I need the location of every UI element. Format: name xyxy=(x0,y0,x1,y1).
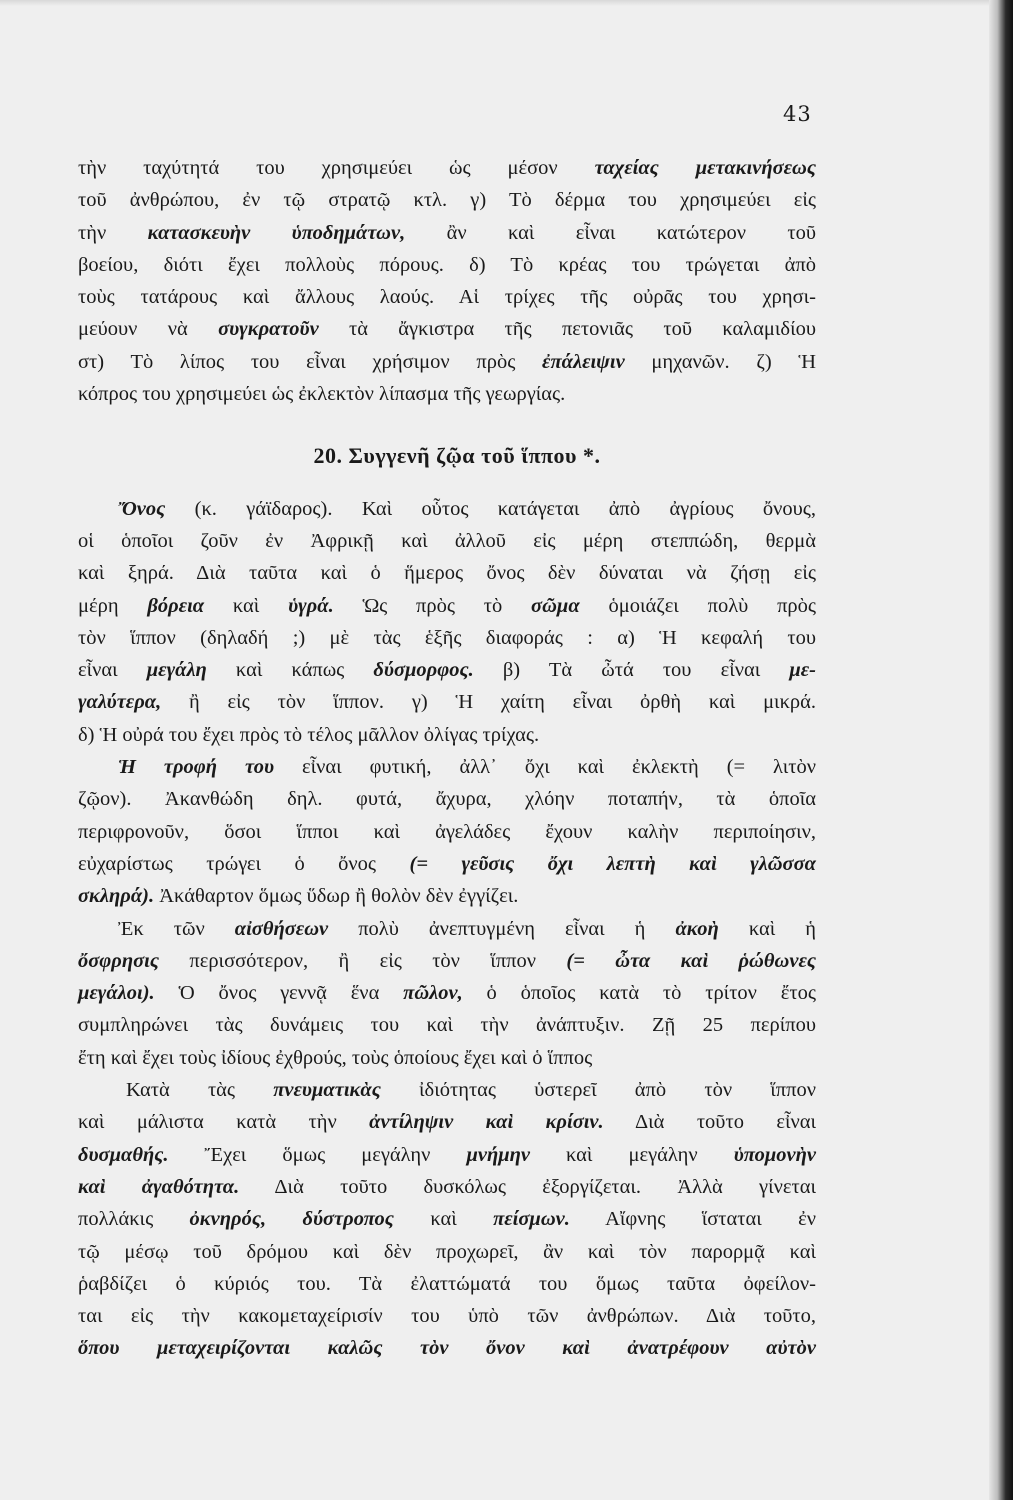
text-segment: ἂν καὶ εἶναι κατώτερον τοῦ xyxy=(405,221,816,244)
emphasized-term: πνευματικὰς xyxy=(273,1079,381,1102)
text-line xyxy=(78,1236,816,1268)
text-line xyxy=(78,1042,816,1074)
text-segment: δ) Ἡ οὐρά του ἔχει πρὸς τὸ τέλος μᾶλλον ὀλίγας τρίχας. xyxy=(78,723,540,746)
text-segment: οἱ ὁποῖοι ζοῦν ἐν Ἀφρικῇ καὶ ἀλλοῦ εἰς μέρη στεππώδη, θερμὰ xyxy=(78,529,816,552)
text-segment: τὰ ἄγκιστρα τῆς πετονιᾶς τοῦ καλαμιδίου xyxy=(318,318,816,341)
emphasized-term: ἀντίληψιν καὶ κρίσιν. xyxy=(369,1111,604,1134)
text-segment: καὶ ἡ xyxy=(718,917,816,940)
text-segment: περιφρονοῦν, ὅσοι ἵπποι καὶ ἀγελάδες ἔχουν καλὴν περιποίησιν, xyxy=(78,820,816,843)
emphasized-term: σῶμα xyxy=(531,594,580,617)
text-segment: Διὰ τοῦτο εἶναι xyxy=(603,1111,817,1134)
text-segment: Κατὰ τὰς xyxy=(126,1079,274,1102)
text-segment: ἢ εἰς τὸν ἵππον. γ) Ἡ χαίτη εἶναι ὀρθὴ καὶ μικρά. xyxy=(161,691,816,714)
emphasized-term: (= γεῦσις ὄχι λεπτὴ καὶ γλῶσσα xyxy=(409,852,816,875)
emphasized-term: μεγάλη xyxy=(146,659,207,682)
paragraph-horse-uses xyxy=(78,152,816,410)
text-line xyxy=(78,1300,816,1332)
page-top-edge xyxy=(0,0,989,6)
text-line xyxy=(78,1139,816,1171)
section-heading: 20. Συγγενῆ ζῷα τοῦ ἵππου *. xyxy=(313,443,601,469)
text-segment: (κ. γάϊδαρος). Καὶ οὗτος κατάγεται ἀπὸ ἀγρίους ὄνους, xyxy=(165,497,816,520)
text-segment: περισσότερον, ἢ εἰς τὸν ἵππον xyxy=(159,949,567,972)
text-segment: ἰδιότητας ὑστερεῖ ἀπὸ τὸν ἵππον xyxy=(380,1079,817,1102)
text-line xyxy=(78,622,816,654)
text-segment: ὁμοιάζει πολὺ πρὸς xyxy=(579,594,817,617)
text-segment: καὶ xyxy=(393,1208,494,1231)
emphasized-term: δυσμαθής. xyxy=(78,1143,169,1166)
text-segment: ὁ ὁποῖος κατὰ τὸ τρίτον ἔτος xyxy=(462,982,816,1005)
emphasized-term: μνήμην xyxy=(466,1143,530,1166)
text-line xyxy=(78,816,816,848)
text-line xyxy=(78,880,816,912)
emphasized-term: ὑγρά. xyxy=(288,594,334,617)
text-line xyxy=(78,719,816,751)
text-segment: τὸν ἵππον (δηλαδή ;) μὲ τὰς ἑξῆς διαφοράς : α) Ἡ κεφαλή του xyxy=(78,626,816,649)
body-text xyxy=(78,152,816,1365)
text-line xyxy=(78,493,816,525)
text-line xyxy=(78,686,816,718)
emphasized-term: βόρεια xyxy=(147,594,205,617)
text-line xyxy=(78,1009,816,1041)
emphasized-term: ἐπάλειψιν xyxy=(542,350,625,373)
book-binding-edge xyxy=(989,0,1013,1500)
text-line xyxy=(78,590,816,622)
text-segment: ῥαβδίζει ὁ κύριός του. Τὰ ἐλαττώματά του ὅμως ταῦτα ὀφείλον- xyxy=(78,1272,816,1295)
emphasized-term: συγκρατοῦν xyxy=(218,318,319,341)
text-segment: Ἔχει ὅμως μεγάλην xyxy=(168,1143,467,1166)
text-segment: τὴν ταχύτητά του χρησιμεύει ὡς μέσον xyxy=(78,157,595,179)
emphasized-term: γαλύτερα, xyxy=(78,691,162,714)
text-segment: τῷ μέσῳ τοῦ δρόμου καὶ δὲν προχωρεῖ, ἂν καὶ τὸν παρορμᾷ καὶ xyxy=(78,1240,816,1263)
text-line xyxy=(78,977,816,1009)
text-segment: μηχανῶν. ζ) Ἡ xyxy=(624,350,816,373)
text-segment: βοείου, διότι ἔχει πολλοὺς πόρους. δ) Τὸ κρέας του τρώγεται ἀπὸ xyxy=(78,253,816,276)
text-segment: πολλάκις xyxy=(78,1208,190,1231)
text-segment: ται εἰς τὴν κακομεταχείρισίν του ὑπὸ τῶν ἀνθρώπων. Διὰ τοῦτο, xyxy=(78,1305,816,1328)
text-segment: καὶ μάλιστα κατὰ τὴν xyxy=(78,1111,370,1134)
text-segment: εἶναι φυτική, ἀλλ᾽ ὄχι καὶ ἐκλεκτὴ (= λιτὸν xyxy=(274,756,816,779)
text-line xyxy=(78,751,816,783)
text-segment: καὶ κάπως xyxy=(206,659,374,682)
text-segment: Αἴφνης ἵσταται ἐν xyxy=(569,1208,816,1231)
text-segment: τοῦ ἀνθρώπου, ἐν τῷ στρατῷ κτλ. γ) Τὸ δέρμα του χρησιμεύει εἰς xyxy=(78,189,816,212)
text-segment: πολὺ ἀνεπτυγμένη εἶναι ἡ xyxy=(328,917,676,940)
text-line xyxy=(78,1332,816,1364)
emphasized-term: ὑπομονὴν xyxy=(733,1143,816,1166)
text-line xyxy=(78,557,816,589)
emphasized-term: ταχείας μετακινήσεως xyxy=(594,157,816,179)
text-line xyxy=(78,313,816,345)
text-line xyxy=(78,184,816,216)
emphasized-term: σκληρά). xyxy=(78,885,155,908)
emphasized-term: (= ὦτα καὶ ῥώθωνες xyxy=(566,949,816,972)
text-line xyxy=(78,913,816,945)
text-line xyxy=(78,249,816,281)
text-segment: εἶναι xyxy=(78,659,147,682)
emphasized-term: ὀκνηρός, δύστροπος xyxy=(189,1208,394,1231)
text-line xyxy=(78,1106,816,1138)
text-segment: κόπρος του χρησιμεύει ὡς ἐκλεκτὸν λίπασμα τῆς γεωργίας. xyxy=(78,383,566,406)
text-line xyxy=(78,525,816,557)
text-line xyxy=(78,1268,816,1300)
emphasized-term: πείσμων. xyxy=(493,1208,570,1231)
text-segment: Ἐκ τῶν xyxy=(118,917,235,940)
text-line xyxy=(78,378,816,410)
text-line xyxy=(78,1171,816,1203)
text-segment: Διὰ τοῦτο δυσκόλως ἐξοργίζεται. Ἀλλὰ γίνεται xyxy=(239,1175,816,1198)
text-segment: μέρη xyxy=(78,594,148,617)
text-line xyxy=(78,783,816,815)
text-segment: στ) Τὸ λίπος του εἶναι χρήσιμον πρὸς xyxy=(78,350,543,373)
text-segment: καὶ ξηρά. Διὰ ταῦτα καὶ ὁ ἥμερος ὄνος δὲν δύναται νὰ ζήσῃ εἰς xyxy=(78,562,816,585)
text-segment: ἔτη καὶ ἔχει τοὺς ἰδίους ἐχθρούς, τοὺς ὁποίους ἔχει καὶ ὁ ἵππος xyxy=(78,1046,593,1069)
text-line xyxy=(78,217,816,249)
text-line xyxy=(78,281,816,313)
text-segment: εὐχαρίστως τρώγει ὁ ὄνος xyxy=(78,852,410,875)
text-segment: ζῷον). Ἀκανθώδη δηλ. φυτά, ἄχυρα, χλόην ποταπήν, τὰ ὁποῖα xyxy=(78,788,816,811)
text-segment: Ἀκάθαρτον ὅμως ὕδωρ ἢ θολὸν δὲν ἐγγίζει. xyxy=(154,885,519,908)
text-line xyxy=(78,346,816,378)
text-line xyxy=(78,1074,816,1106)
text-line xyxy=(78,152,816,184)
emphasized-term: Ἡ τροφή του xyxy=(118,756,275,779)
emphasized-term: αἰσθήσεων xyxy=(234,917,329,940)
text-line xyxy=(78,945,816,977)
text-segment: β) Τὰ ὦτά του εἶναι xyxy=(473,659,790,682)
emphasized-term: ὅπου μεταχειρίζονται καλῶς τὸν ὄνον καὶ ἀνατρέφουν αὐτὸν xyxy=(78,1337,816,1360)
text-segment: τοὺς τατάρους καὶ ἄλλους λαούς. Αἱ τρίχες τῆς οὐρᾶς του χρησι- xyxy=(78,286,816,309)
emphasized-term: Ὄνος xyxy=(118,497,166,520)
emphasized-term: μεγάλοι). xyxy=(78,982,155,1005)
text-line xyxy=(78,1203,816,1235)
emphasized-term: κατασκευὴν ὑποδημάτων, xyxy=(147,221,406,244)
emphasized-term: καὶ ἀγαθότητα. xyxy=(78,1175,240,1198)
text-segment: καὶ μεγάλην xyxy=(529,1143,734,1166)
text-segment: τὴν xyxy=(78,221,148,244)
emphasized-term: με- xyxy=(789,659,816,682)
emphasized-term: ὄσφρησις xyxy=(78,949,159,972)
emphasized-term: δύσμορφος. xyxy=(373,659,474,682)
text-segment: Ὁ ὄνος γεννᾷ ἕνα xyxy=(154,982,404,1005)
text-segment: καὶ xyxy=(204,594,289,617)
text-segment: Ὡς πρὸς τὸ xyxy=(333,594,532,617)
emphasized-term: πῶλον, xyxy=(403,982,463,1005)
emphasized-term: ἀκοὴ xyxy=(675,917,719,940)
text-segment: συμπληρώνει τὰς δυνάμεις του καὶ τὴν ἀνάπτυξιν. Ζῇ 25 περίπου xyxy=(78,1014,816,1037)
section-donkey-text xyxy=(78,493,816,1365)
text-line xyxy=(78,848,816,880)
text-segment: μεύουν νὰ xyxy=(78,318,219,341)
text-line xyxy=(78,654,816,686)
page-number: 43 xyxy=(783,102,812,126)
